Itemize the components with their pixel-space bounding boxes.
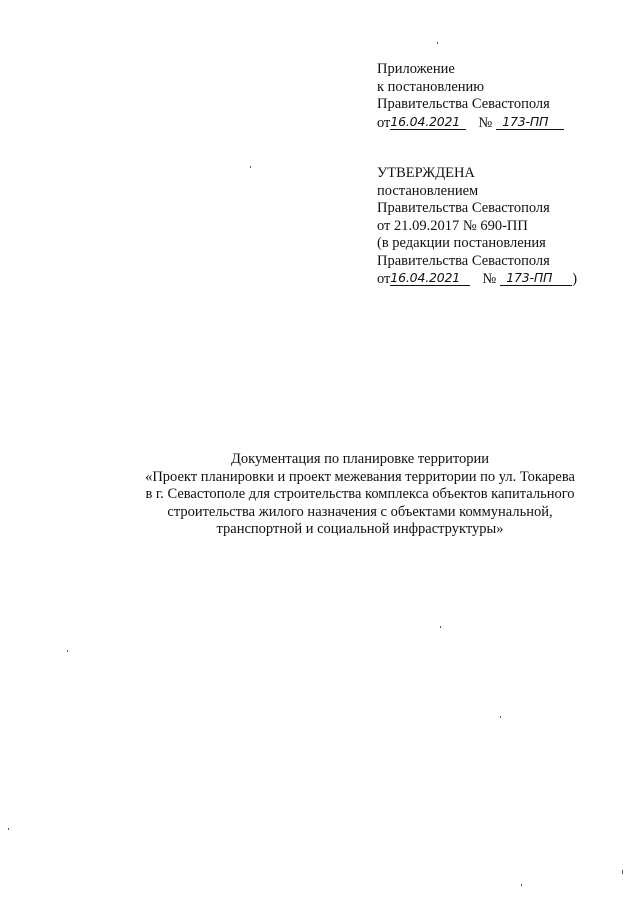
title-line: в г. Севастополе для строительства комплекса объектов капитального — [145, 486, 575, 502]
title-line: Документация по планировке территории — [230, 451, 490, 467]
scan-speck — [437, 42, 438, 44]
scan-speck — [500, 716, 501, 718]
scan-speck — [250, 166, 251, 168]
appendix-block — [377, 61, 564, 131]
approved-line: постановлением — [377, 182, 479, 199]
date-prefix: от — [377, 114, 391, 131]
scan-speck — [440, 626, 441, 628]
title-line: строительства жилого назначения с объектами коммунальной, — [167, 503, 553, 520]
appendix-line: Приложение — [377, 61, 455, 77]
number-prefix: № — [482, 271, 497, 287]
number-field — [496, 114, 564, 130]
approved-line: Правительства Севастополя — [377, 252, 550, 269]
appendix-date-line — [377, 114, 564, 132]
closing-paren: ) — [572, 271, 578, 287]
appendix-line: Правительства Севастополя — [377, 96, 550, 112]
handwritten-number: 173-ПП — [502, 113, 549, 129]
number-field — [500, 270, 572, 286]
scan-speck — [67, 650, 68, 652]
approved-line: Правительства Севастополя — [377, 200, 550, 216]
scan-speck — [521, 884, 522, 886]
approved-date-line — [377, 270, 577, 288]
scan-speck — [622, 870, 623, 874]
title-line: «Проект планировки и проект межевания территории по ул. Токарева — [145, 468, 575, 485]
scan-speck — [8, 828, 9, 830]
handwritten-date: 16.04.2021 — [390, 113, 460, 129]
document-title — [60, 451, 640, 539]
approved-line: (в редакции постановления — [377, 235, 546, 251]
handwritten-number: 173-ПП — [506, 270, 553, 285]
approved-line: от 21.09.2017 № 690-ПП — [377, 217, 528, 234]
date-field — [390, 114, 466, 130]
date-prefix: от — [377, 271, 391, 287]
approved-block — [377, 165, 577, 288]
approved-heading: УТВЕРЖДЕНА — [377, 165, 475, 181]
title-line: транспортной и социальной инфраструктуры» — [216, 521, 504, 537]
date-field — [390, 270, 470, 286]
number-prefix: № — [478, 114, 493, 131]
appendix-line: к постановлению — [377, 78, 485, 95]
handwritten-date: 16.04.2021 — [390, 270, 460, 285]
